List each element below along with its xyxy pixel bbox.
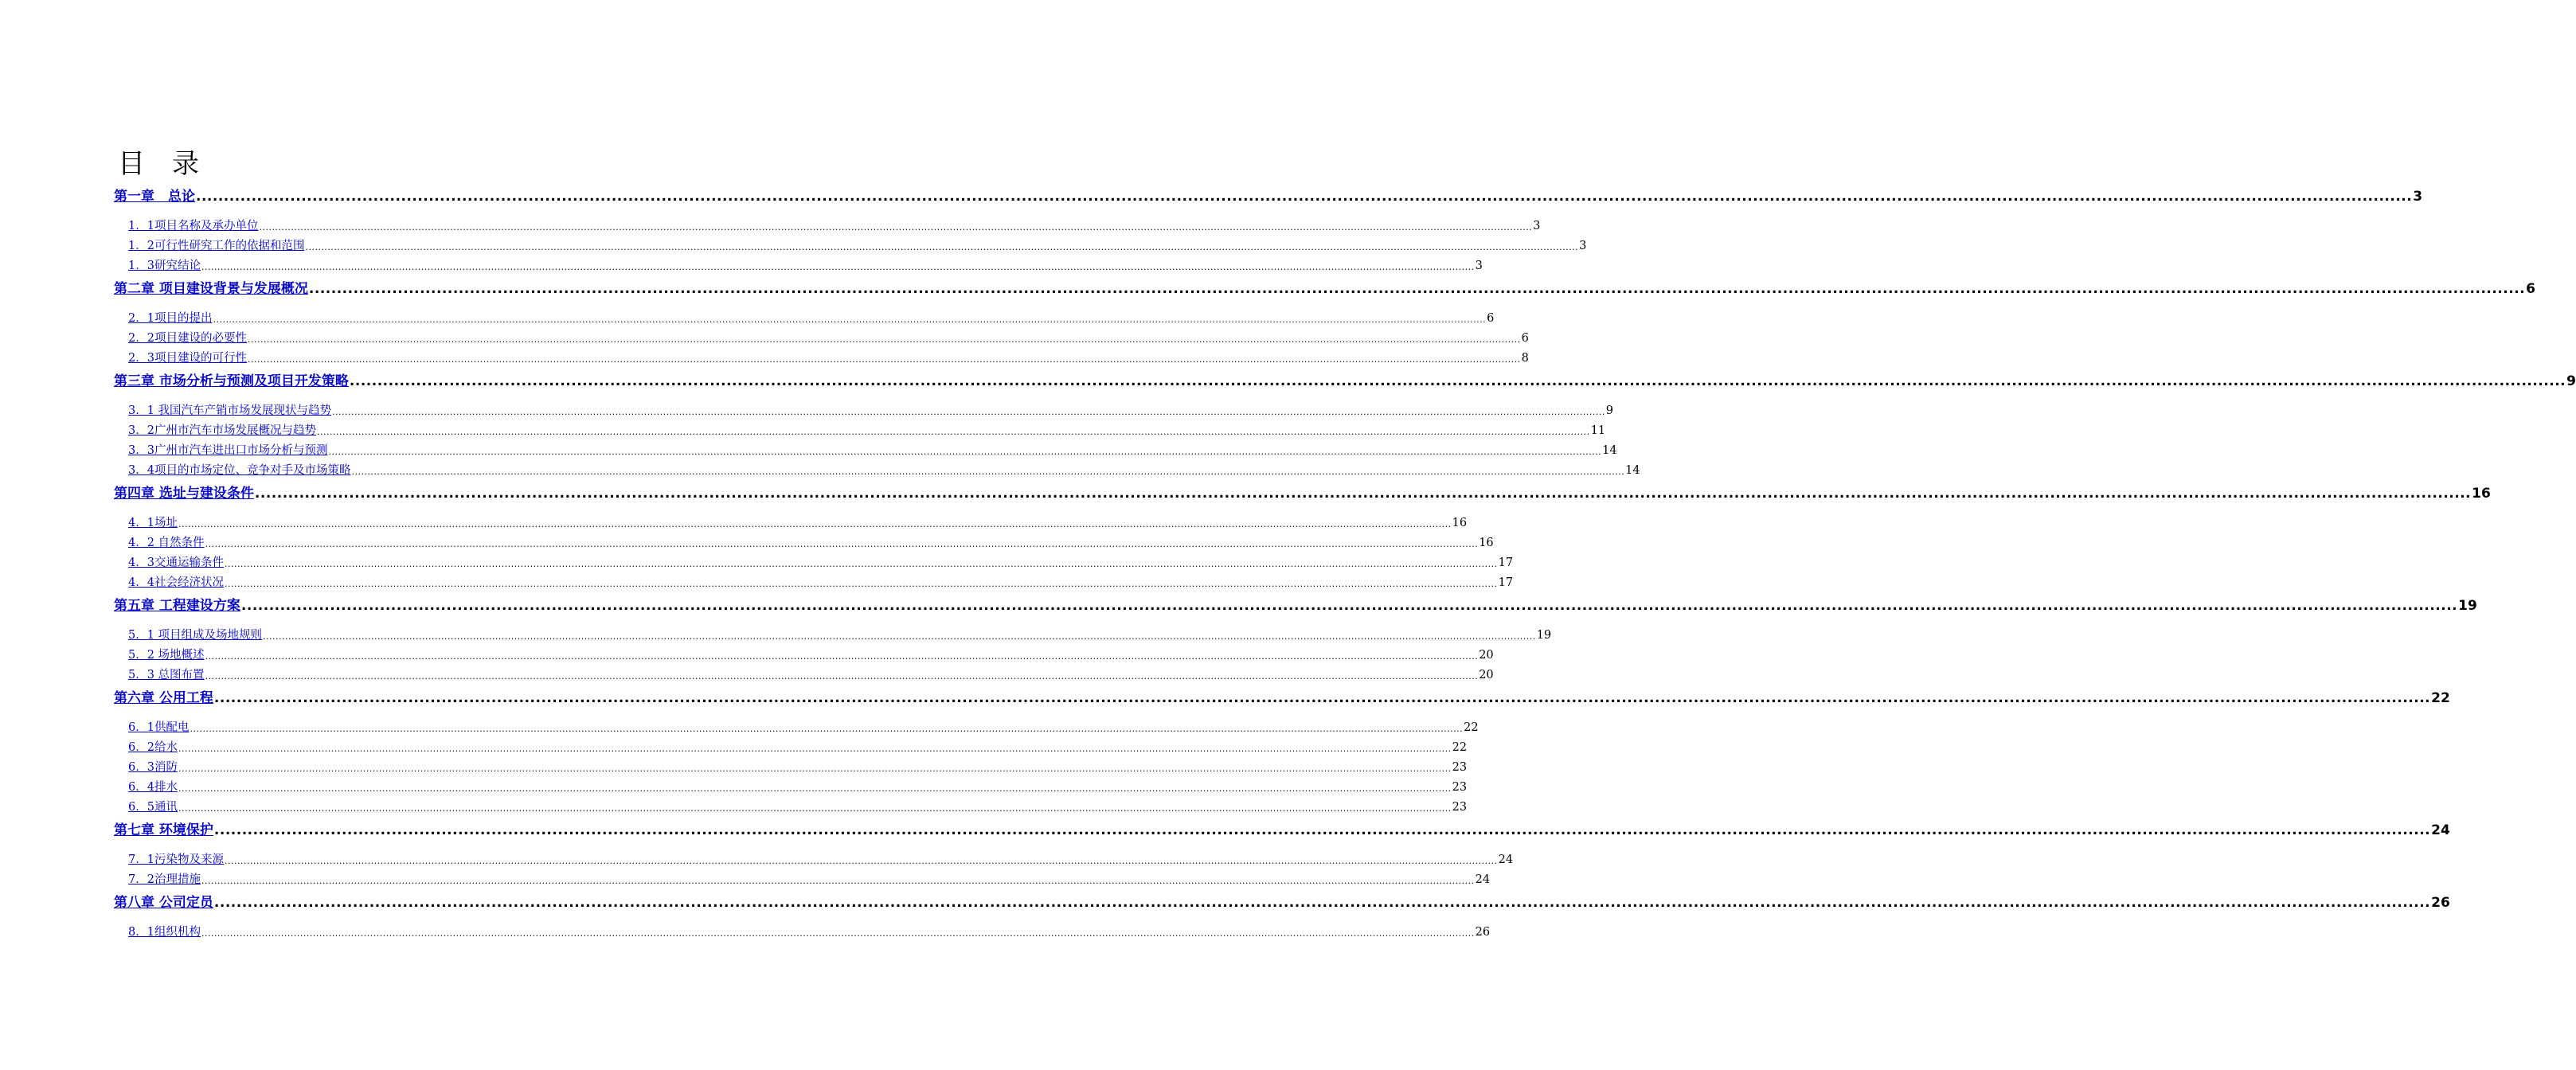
- dot-leader: ................................................................................................................................................................................................................................................................................................................................................................................................................: [178, 803, 1452, 814]
- dot-leader: ................................................................................................................................................................................................................................................................................................................................................................................................................: [201, 928, 1475, 939]
- toc-section-entry[interactable]: [114, 918, 1491, 939]
- toc-section-entry[interactable]: [114, 621, 1552, 642]
- toc-section-entry[interactable]: [114, 865, 1491, 886]
- dot-leader: ................................................................................................................................................................................................................................................................................................................................................................................................................: [178, 763, 1452, 774]
- toc-section-entry[interactable]: [114, 456, 1640, 477]
- toc-section-entry-link[interactable]: 6．3消防: [128, 760, 178, 774]
- dot-leader: ................................................................................................................................................................................................................................................................................................................................................................................................................: [213, 822, 2431, 838]
- page-number: 3: [1579, 239, 1587, 252]
- dot-leader: ................................................................................................................................................................................................................................................................................................................................................................................................................: [263, 631, 1536, 642]
- toc-section-entry-link[interactable]: 2．1项目的提出: [128, 311, 213, 325]
- toc-chapter-entry[interactable]: [114, 482, 2491, 502]
- toc-section-entry-link[interactable]: 5．1 项目组成及场地规则: [128, 628, 263, 642]
- toc-chapter-entry-link[interactable]: 第一章 总论: [114, 189, 195, 205]
- toc-section-entry[interactable]: [114, 793, 1468, 814]
- page-number: 14: [1602, 443, 1617, 457]
- toc-section-entry-link[interactable]: 6．5通讯: [128, 800, 178, 814]
- toc-chapter-entry-link[interactable]: 第六章 公用工程: [114, 690, 213, 706]
- page-number: 9: [1605, 404, 1613, 417]
- page-number: 24: [1475, 873, 1491, 886]
- toc-section-entry[interactable]: [114, 773, 1468, 794]
- page-number: 24: [1498, 853, 1514, 866]
- toc-section-entry[interactable]: [114, 304, 1495, 325]
- toc-section-entry[interactable]: [114, 641, 1494, 662]
- toc-section-entry[interactable]: [114, 509, 1468, 529]
- toc-title: 目 录: [118, 148, 199, 180]
- toc-section-entry-link[interactable]: 4．1场址: [128, 516, 178, 529]
- toc-section-entry-link[interactable]: 3．4项目的市场定位、竞争对手及市场策略: [128, 463, 351, 477]
- toc-section-entry[interactable]: [114, 212, 1541, 232]
- toc-section-entry-link[interactable]: 6．1供配电: [128, 720, 190, 734]
- page-number: 3: [1475, 259, 1483, 272]
- toc-chapter-entry-link[interactable]: 第二章 项目建设背景与发展概况: [114, 281, 308, 297]
- toc-section-entry[interactable]: [114, 549, 1514, 569]
- dot-leader: ................................................................................................................................................................................................................................................................................................................................................................................................................: [213, 314, 1487, 325]
- toc-chapter-entry-link[interactable]: 第八章 公司定员: [114, 895, 213, 911]
- toc-chapter-entry-link[interactable]: 第三章 市场分析与预测及项目开发策略: [114, 373, 349, 389]
- toc-section-entry[interactable]: [114, 529, 1494, 549]
- dot-leader: ................................................................................................................................................................................................................................................................................................................................................................................................................: [308, 281, 2526, 297]
- dot-leader: ................................................................................................................................................................................................................................................................................................................................................................................................................: [205, 539, 1479, 549]
- dot-leader: ................................................................................................................................................................................................................................................................................................................................................................................................................: [332, 407, 1605, 417]
- toc-section-entry-link[interactable]: 3．2广州市汽车市场发展概况与趋势: [128, 424, 316, 437]
- page-number: 23: [1452, 760, 1468, 774]
- toc-section-entry-link[interactable]: 3．3广州市汽车进出口市场分析与预测: [128, 443, 328, 457]
- toc-section-entry[interactable]: [114, 436, 1617, 457]
- dot-leader: ................................................................................................................................................................................................................................................................................................................................................................................................................: [201, 876, 1475, 886]
- toc-chapter-entry[interactable]: [114, 818, 2450, 838]
- dot-leader: ................................................................................................................................................................................................................................................................................................................................................................................................................: [240, 598, 2458, 614]
- dot-leader: ................................................................................................................................................................................................................................................................................................................................................................................................................: [196, 189, 2413, 205]
- dot-leader: ................................................................................................................................................................................................................................................................................................................................................................................................................: [328, 447, 1602, 457]
- page-number: 16: [2472, 486, 2491, 502]
- toc-chapter-entry-link[interactable]: 第五章 工程建设方案: [114, 598, 240, 614]
- toc-chapter-entry[interactable]: [114, 277, 2535, 297]
- toc-chapter-entry[interactable]: [114, 594, 2477, 614]
- dot-leader: ................................................................................................................................................................................................................................................................................................................................................................................................................: [224, 579, 1498, 589]
- toc-chapter-entry[interactable]: [114, 185, 2423, 205]
- toc-section-entry[interactable]: [114, 344, 1529, 365]
- toc-section-entry[interactable]: [114, 661, 1494, 681]
- dot-leader: ................................................................................................................................................................................................................................................................................................................................................................................................................: [351, 467, 1625, 477]
- page-number: 6: [1487, 311, 1495, 325]
- toc-chapter-entry-link[interactable]: 第七章 环境保护: [114, 822, 213, 838]
- toc-section-entry-link[interactable]: 5．3 总图布置: [128, 668, 205, 681]
- toc-section-entry-link[interactable]: 1．2可行性研究工作的依据和范围: [128, 239, 305, 252]
- toc-section-entry-link[interactable]: 6．2给水: [128, 740, 178, 754]
- toc-chapter-entry[interactable]: [114, 686, 2450, 706]
- dot-leader: ................................................................................................................................................................................................................................................................................................................................................................................................................: [213, 690, 2431, 706]
- toc-section-entry-link[interactable]: 1．1项目名称及承办单位: [128, 219, 259, 232]
- page-number: 6: [1521, 331, 1529, 345]
- toc-section-entry[interactable]: [114, 713, 1479, 734]
- toc-chapter-entry-link[interactable]: 第四章 选址与建设条件: [114, 486, 254, 502]
- toc-section-entry-link[interactable]: 8．1组织机构: [128, 925, 201, 939]
- dot-leader: ................................................................................................................................................................................................................................................................................................................................................................................................................: [247, 354, 1521, 365]
- table-of-contents: [114, 185, 2576, 939]
- dot-leader: ................................................................................................................................................................................................................................................................................................................................................................................................................: [178, 519, 1452, 529]
- dot-leader: ................................................................................................................................................................................................................................................................................................................................................................................................................: [247, 334, 1521, 345]
- toc-section-entry[interactable]: [114, 416, 1606, 437]
- page-number: 3: [1533, 219, 1541, 232]
- toc-chapter-entry[interactable]: [114, 369, 2576, 389]
- toc-section-entry-link[interactable]: 5．2 场地概述: [128, 648, 205, 662]
- page-number: 8: [1521, 351, 1529, 365]
- page-number: 17: [1498, 556, 1514, 569]
- dot-leader: ................................................................................................................................................................................................................................................................................................................................................................................................................: [224, 856, 1498, 866]
- page-number: 17: [1498, 576, 1514, 589]
- dot-leader: ................................................................................................................................................................................................................................................................................................................................................................................................................: [305, 242, 1579, 252]
- page-number: 24: [2431, 822, 2450, 838]
- toc-section-entry-link[interactable]: 6．4排水: [128, 780, 178, 794]
- page-number: 16: [1479, 536, 1494, 549]
- toc-section-entry-link[interactable]: 4．3交通运输条件: [128, 556, 224, 569]
- page-number: 22: [2431, 690, 2450, 706]
- page-number: 19: [1536, 628, 1552, 642]
- dot-leader: ................................................................................................................................................................................................................................................................................................................................................................................................................: [224, 559, 1498, 569]
- page-number: 22: [1464, 720, 1479, 734]
- dot-leader: ................................................................................................................................................................................................................................................................................................................................................................................................................: [201, 262, 1475, 272]
- toc-section-entry-link[interactable]: 4．4社会经济状况: [128, 576, 224, 589]
- dot-leader: ................................................................................................................................................................................................................................................................................................................................................................................................................: [316, 427, 1590, 437]
- toc-section-entry[interactable]: [114, 845, 1514, 866]
- toc-section-entry-link[interactable]: 1．3研究结论: [128, 259, 201, 272]
- page-number: 9: [2566, 373, 2576, 389]
- dot-leader: ................................................................................................................................................................................................................................................................................................................................................................................................................: [178, 744, 1452, 754]
- dot-leader: ................................................................................................................................................................................................................................................................................................................................................................................................................: [205, 651, 1479, 662]
- toc-section-entry[interactable]: [114, 753, 1468, 774]
- toc-section-entry[interactable]: [114, 733, 1468, 754]
- toc-section-entry-link[interactable]: 3．1 我国汽车产销市场发展现状与趋势: [128, 404, 332, 417]
- page-number: 20: [1479, 648, 1494, 662]
- page-number: 23: [1452, 800, 1468, 814]
- page-number: 19: [2458, 598, 2477, 614]
- dot-leader: ................................................................................................................................................................................................................................................................................................................................................................................................................: [254, 486, 2472, 502]
- dot-leader: ................................................................................................................................................................................................................................................................................................................................................................................................................: [213, 895, 2431, 911]
- page-number: 20: [1479, 668, 1494, 681]
- dot-leader: ................................................................................................................................................................................................................................................................................................................................................................................................................: [205, 671, 1479, 681]
- toc-section-entry[interactable]: [114, 396, 1613, 417]
- page-number: 26: [2431, 895, 2450, 911]
- toc-chapter-entry[interactable]: [114, 891, 2450, 911]
- toc-section-entry[interactable]: [114, 232, 1587, 252]
- toc-section-entry[interactable]: [114, 568, 1514, 589]
- toc-section-entry[interactable]: [114, 324, 1529, 345]
- dot-leader: ................................................................................................................................................................................................................................................................................................................................................................................................................: [190, 724, 1464, 734]
- page-number: 22: [1452, 740, 1468, 754]
- dot-leader: ................................................................................................................................................................................................................................................................................................................................................................................................................: [259, 222, 1533, 232]
- toc-section-entry[interactable]: [114, 252, 1483, 272]
- page-number: 3: [2413, 189, 2423, 205]
- page-number: 11: [1590, 424, 1606, 437]
- page-number: 16: [1452, 516, 1468, 529]
- page-number: 23: [1452, 780, 1468, 794]
- page-number: 14: [1625, 463, 1640, 477]
- dot-leader: ................................................................................................................................................................................................................................................................................................................................................................................................................: [178, 783, 1452, 794]
- page-number: 26: [1475, 925, 1491, 939]
- toc-section-entry-link[interactable]: 2．2项目建设的必要性: [128, 331, 247, 345]
- page-number: 6: [2526, 281, 2535, 297]
- toc-section-entry-link[interactable]: 7．2治理措施: [128, 873, 201, 886]
- toc-section-entry-link[interactable]: 4．2 自然条件: [128, 536, 205, 549]
- toc-section-entry-link[interactable]: 7．1污染物及来源: [128, 853, 224, 866]
- dot-leader: ................................................................................................................................................................................................................................................................................................................................................................................................................: [349, 373, 2566, 389]
- toc-section-entry-link[interactable]: 2．3项目建设的可行性: [128, 351, 247, 365]
